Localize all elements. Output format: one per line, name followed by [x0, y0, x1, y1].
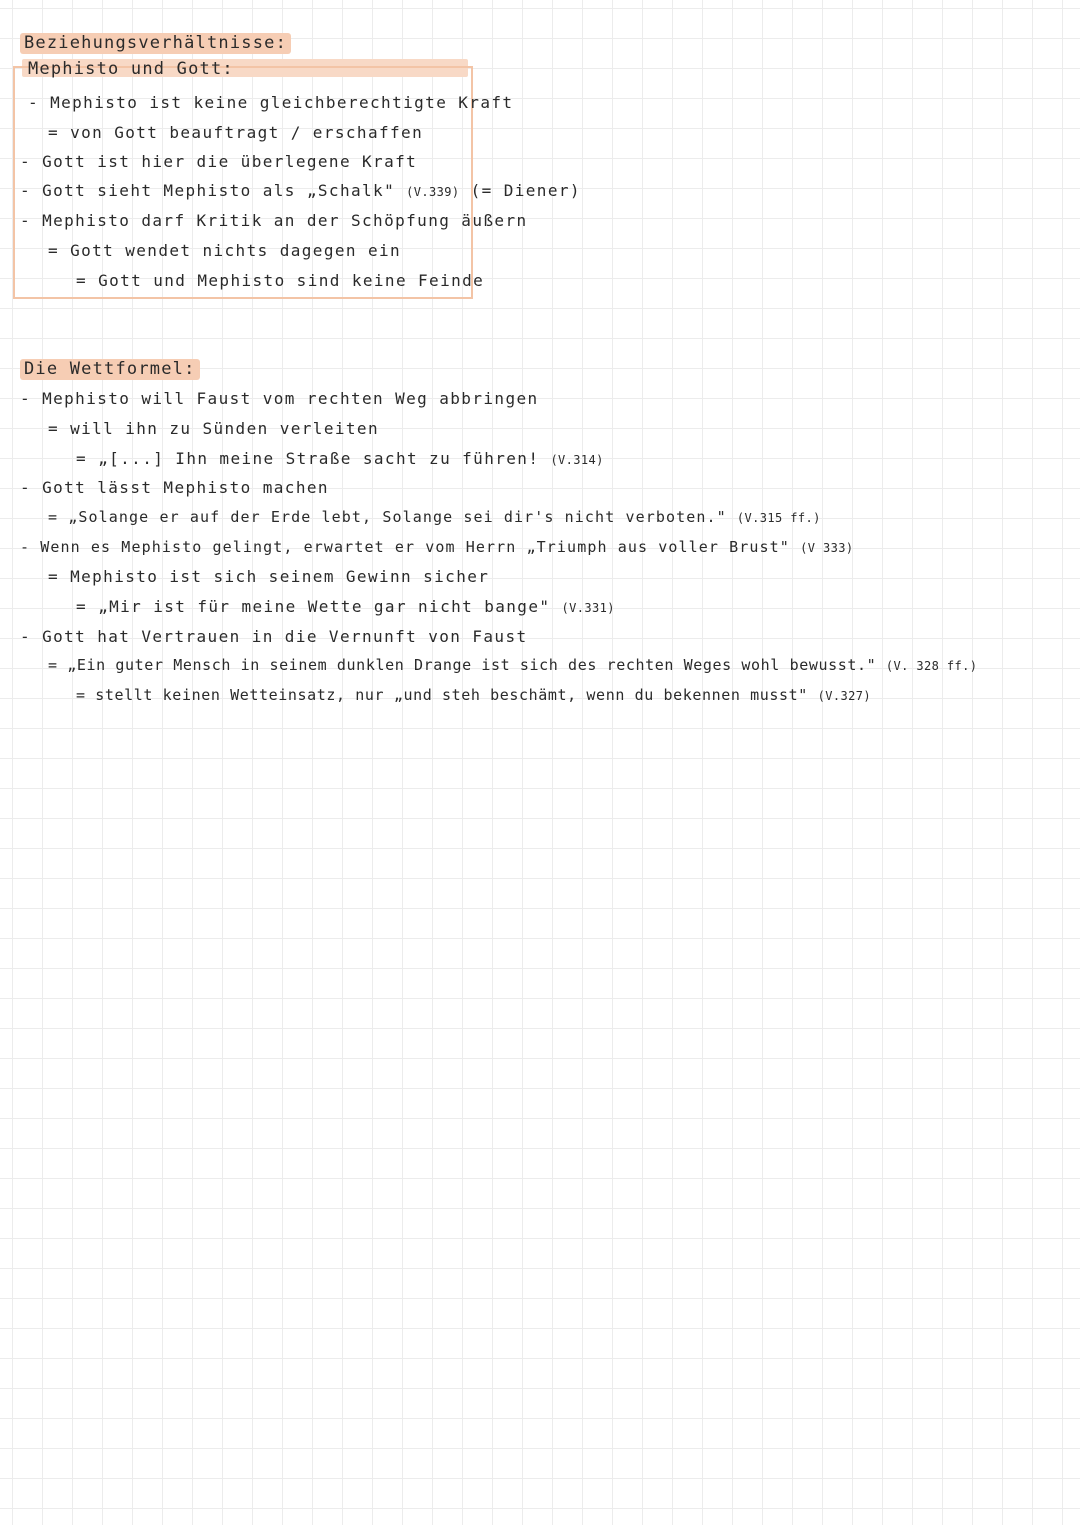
section-title-beziehungen: Beziehungsverhältnisse:: [20, 33, 291, 53]
note-line: - Mephisto ist keine gleichberechtigte Kraft: [28, 93, 514, 112]
verse-ref: (V.314): [550, 453, 604, 467]
note-text: = „Solange er auf der Erde lebt, Solange sei dir's nicht verboten.": [48, 508, 727, 526]
note-text: = stellt keinen Wetteinsatz, nur „und steh beschämt, wenn du bekennen musst": [76, 686, 808, 704]
note-line: - Gott lässt Mephisto machen: [20, 478, 329, 497]
note-line: [20, 181, 581, 200]
note-line: = Mephisto ist sich seinem Gewinn sicher: [48, 567, 490, 586]
verse-ref: (V.315 ff.): [736, 511, 821, 525]
note-text: - Gott sieht Mephisto als „Schalk": [20, 181, 396, 200]
note-line: - Gott ist hier die überlegene Kraft: [20, 152, 418, 171]
note-text: = „Mir ist für meine Wette gar nicht bange": [76, 597, 551, 616]
note-text: = „Ein guter Mensch in seinem dunklen Drange ist sich des rechten Weges wohl bewusst.": [48, 656, 877, 674]
verse-ref: (V. 328 ff.): [885, 659, 978, 673]
note-tail: (= Diener): [470, 181, 581, 200]
note-line: - Mephisto darf Kritik an der Schöpfung äußern: [20, 211, 528, 230]
verse-ref: (V.331): [561, 601, 615, 615]
note-line: - Mephisto will Faust vom rechten Weg abbringen: [20, 389, 539, 408]
note-line: = Gott wendet nichts dagegen ein: [48, 241, 402, 260]
verse-ref: (V.327): [817, 689, 871, 703]
note-line: = von Gott beauftragt / erschaffen: [48, 123, 424, 142]
note-line: [76, 449, 604, 468]
section-title-wettformel: Die Wettformel:: [20, 359, 200, 379]
note-text: - Wenn es Mephisto gelingt, erwartet er vom Herrn „Triumph aus voller Brust": [20, 538, 790, 556]
verse-ref: (V 333): [800, 541, 854, 555]
note-line: [48, 508, 821, 526]
note-line: [76, 686, 871, 704]
note-line: [76, 597, 615, 616]
note-line: - Gott hat Vertrauen in die Vernunft von Faust: [20, 627, 528, 646]
note-text: = „[...] Ihn meine Straße sacht zu führen!: [76, 449, 540, 468]
subtitle-mephisto-gott: Mephisto und Gott:: [28, 59, 234, 79]
note-line: = will ihn zu Sünden verleiten: [48, 419, 379, 438]
note-line: [48, 656, 977, 674]
note-line: = Gott und Mephisto sind keine Feinde: [76, 271, 485, 290]
note-line: [20, 538, 853, 556]
verse-ref: (V.339): [406, 185, 460, 199]
